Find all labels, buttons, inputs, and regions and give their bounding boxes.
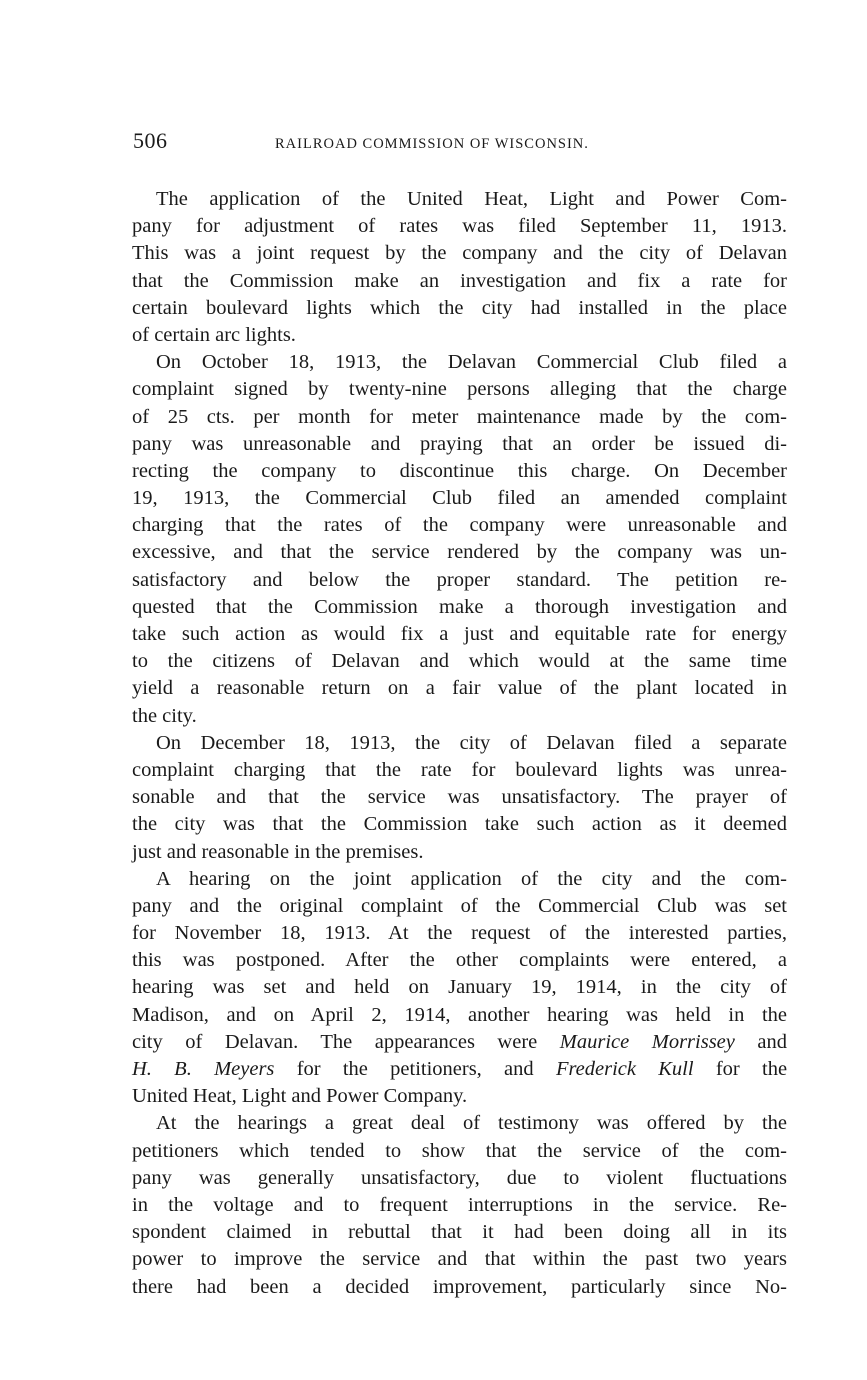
- text-line: the city.: [132, 704, 197, 727]
- text-line: pany was unreasonable and praying that an order be issued di-: [132, 432, 787, 455]
- text-fragment: for the: [715, 1058, 788, 1080]
- text-fragment: for the petitioners, and: [296, 1058, 534, 1080]
- text-line: charging that the rates of the company were unreasonable and: [132, 514, 787, 537]
- paragraph-3: [132, 730, 787, 866]
- text-line-with-italic-name: [132, 1056, 787, 1083]
- text-line: for November 18, 1913. At the request of the interested parties,: [132, 922, 787, 945]
- text-line: that the Commission make an investigation and fix a rate for: [132, 269, 787, 292]
- text-line: yield a reasonable return on a fair value of the plant located in: [132, 677, 787, 700]
- text-line: The application of the United Heat, Light and Power Com-: [156, 188, 787, 210]
- text-line: Madison, and on April 2, 1914, another hearing was held in the: [132, 1003, 787, 1026]
- person-name: H. B. Meyers: [132, 1058, 275, 1080]
- text-line: petitioners which tended to show that the service of the com-: [132, 1139, 787, 1162]
- text-line: quested that the Commission make a thorough investigation and: [132, 595, 787, 618]
- text-line: recting the company to discontinue this charge. On December: [132, 459, 787, 482]
- text-line: complaint charging that the rate for boulevard lights was unrea-: [132, 758, 787, 781]
- text-line: satisfactory and below the proper standard. The petition re-: [132, 568, 787, 591]
- text-line: complaint signed by twenty-nine persons alleging that the charge: [132, 378, 787, 401]
- text-line: pany for adjustment of rates was filed September 11, 1913.: [132, 215, 787, 238]
- text-line: there had been a decided improvement, particularly since No-: [132, 1275, 787, 1298]
- text-line: 19, 1913, the Commercial Club filed an amended complaint: [132, 487, 787, 510]
- text-line: A hearing on the joint application of the city and the com-: [156, 867, 787, 890]
- text-line: in the voltage and to frequent interruptions in the service. Re-: [132, 1193, 787, 1216]
- text-line: hearing was set and held on January 19, 1914, in the city of: [132, 976, 787, 999]
- paragraph-5: [132, 1110, 787, 1300]
- text-fragment: city of Delavan. The appearances were: [132, 1030, 538, 1053]
- text-line: At the hearings a great deal of testimony was offered by the: [156, 1112, 787, 1135]
- text-line: spondent claimed in rebuttal that it had been doing all in its: [132, 1221, 787, 1244]
- text-line: certain boulevard lights which the city had installed in the place: [132, 296, 787, 319]
- text-line: this was postponed. After the other complaints were entered, a: [132, 949, 787, 972]
- text-line: of 25 cts. per month for meter maintenance made by the com-: [132, 405, 787, 428]
- person-name: Maurice Morrissey: [559, 1030, 735, 1053]
- paragraph-4: [132, 866, 787, 1111]
- text-line: to the citizens of Delavan and which would at the same time: [132, 650, 787, 673]
- paragraph-1: [132, 186, 787, 349]
- text-line: of certain arc lights.: [132, 323, 296, 346]
- text-line: On October 18, 1913, the Delavan Commercial Club filed a: [156, 351, 787, 374]
- text-line: just and reasonable in the premises.: [132, 840, 424, 863]
- text-line: pany was generally unsatisfactory, due to violent fluctuations: [132, 1166, 787, 1189]
- text-line: pany and the original complaint of the Commercial Club was set: [132, 894, 787, 917]
- page-header: [133, 128, 793, 158]
- text-line: power to improve the service and that within the past two years: [132, 1248, 787, 1271]
- text-line: excessive, and that the service rendered by the company was un-: [132, 541, 787, 564]
- paragraph-2: [132, 349, 787, 730]
- text-line: the city was that the Commission take such action as it deemed: [132, 813, 787, 836]
- text-line: This was a joint request by the company and the city of Delavan: [132, 242, 787, 265]
- person-name: Frederick Kull: [555, 1058, 694, 1080]
- text-line: On December 18, 1913, the city of Delavan filed a separate: [156, 731, 787, 754]
- body-text: [132, 186, 787, 1301]
- text-line: United Heat, Light and Power Company.: [132, 1085, 468, 1108]
- text-line-with-italic-name: [132, 1029, 787, 1056]
- running-head: RAILROAD COMMISSION OF WISCONSIN.: [275, 136, 589, 152]
- text-line: sonable and that the service was unsatisfactory. The prayer of: [132, 786, 787, 809]
- text-line: take such action as would fix a just and equitable rate for energy: [132, 623, 787, 645]
- page-number: 506: [133, 128, 168, 153]
- text-fragment: and: [757, 1030, 787, 1053]
